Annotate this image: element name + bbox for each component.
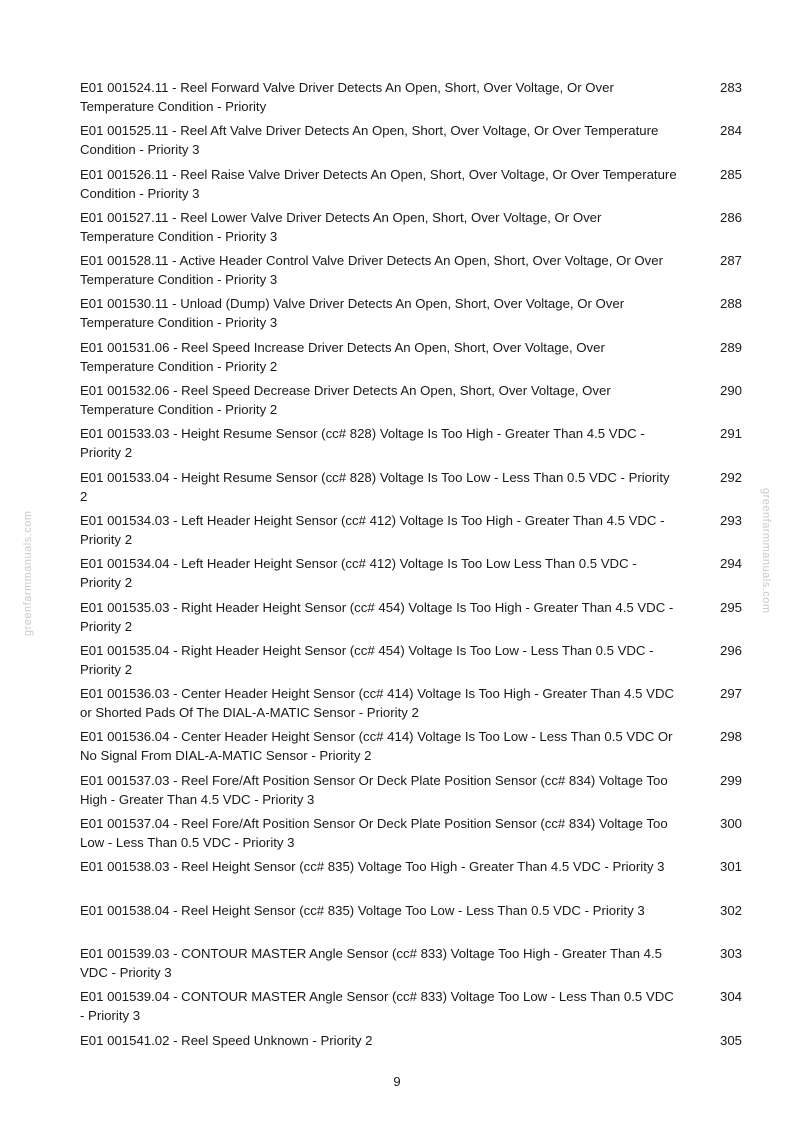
toc-entry-title[interactable]: E01 001539.03 - CONTOUR MASTER Angle Sensor (cc# 833) Voltage Too High - Greater Than 4.5 VDC - Priority 3 (80, 945, 663, 980)
watermark-left: greenfarmmanuals.com (22, 510, 34, 636)
toc-entry[interactable] (80, 987, 742, 1030)
toc-entry[interactable] (80, 598, 742, 641)
toc-entry-title[interactable]: E01 001538.04 - Reel Height Sensor (cc# 835) Voltage Too Low - Less Than 0.5 VDC - Priority 3 (80, 902, 645, 918)
toc-entry[interactable] (80, 901, 742, 944)
toc-entry-title[interactable]: E01 001539.04 - CONTOUR MASTER Angle Sensor (cc# 833) Voltage Too Low - Less Than 0.5 VDC - Priority 3 (80, 989, 674, 1024)
toc-entry-page[interactable]: 292 (719, 469, 742, 485)
toc-entry-title[interactable]: E01 001537.03 - Reel Fore/Aft Position Sensor Or Deck Plate Position Sensor (cc# 834) Voltage Too High - Greater Than 4.5 VDC - Priority 3 (80, 772, 668, 807)
toc-entry[interactable] (80, 511, 742, 554)
toc-entry-page[interactable]: 287 (719, 253, 742, 269)
toc-entry-title[interactable]: E01 001526.11 - Reel Raise Valve Driver Detects An Open, Short, Over Voltage, Or Over Temperature Condition - Priority 3 (80, 166, 677, 201)
toc-entry[interactable] (80, 727, 742, 770)
table-of-contents (80, 78, 742, 1074)
toc-entry-title[interactable]: E01 001534.04 - Left Header Height Sensor (cc# 412) Voltage Is Too Low Less Than 0.5 VDC - Priority 2 (80, 556, 637, 591)
toc-entry[interactable] (80, 944, 742, 987)
toc-entry[interactable] (80, 78, 742, 121)
toc-entry-page[interactable]: 288 (719, 296, 742, 312)
toc-entry-title[interactable]: E01 001536.03 - Center Header Height Sensor (cc# 414) Voltage Is Too High - Greater Than 4.5 VDC or Shorted Pads Of The DIAL-A-MATIC Sensor - Priority 2 (80, 686, 675, 721)
toc-entry-page[interactable]: 285 (719, 166, 742, 182)
toc-entry-page[interactable]: 305 (719, 1032, 742, 1048)
toc-entry-page[interactable]: 297 (719, 686, 742, 702)
toc-entry-title[interactable]: E01 001537.04 - Reel Fore/Aft Position Sensor Or Deck Plate Position Sensor (cc# 834) Voltage Too Low - Less Than 0.5 VDC - Priority 3 (80, 816, 668, 851)
toc-entry[interactable] (80, 165, 742, 208)
page-number: 9 (393, 1074, 401, 1089)
toc-entry-title[interactable]: E01 001535.04 - Right Header Height Sensor (cc# 454) Voltage Is Too Low - Less Than 0.5 VDC - Priority 2 (80, 642, 654, 677)
toc-entry[interactable] (80, 121, 742, 164)
toc-entry-page[interactable]: 293 (719, 512, 742, 528)
watermark-right: greenfarmmanuals.com (760, 488, 772, 614)
toc-entry-title[interactable]: E01 001534.03 - Left Header Height Sensor (cc# 412) Voltage Is Too High - Greater Than 4.5 VDC - Priority 2 (80, 512, 665, 547)
toc-entry-page[interactable]: 300 (719, 816, 742, 832)
toc-entry[interactable] (80, 771, 742, 814)
toc-entry[interactable] (80, 641, 742, 684)
toc-entry-page[interactable]: 286 (719, 209, 742, 225)
toc-entry-title[interactable]: E01 001531.06 - Reel Speed Increase Driver Detects An Open, Short, Over Voltage, Over Temperature Condition - Priority 2 (80, 339, 605, 374)
toc-entry[interactable] (80, 468, 742, 511)
toc-entry-title[interactable]: E01 001528.11 - Active Header Control Valve Driver Detects An Open, Short, Over Voltage, Or Over Temperature Condition - Priority 3 (80, 253, 663, 288)
toc-entry[interactable] (80, 381, 742, 424)
toc-entry-title[interactable]: E01 001530.11 - Unload (Dump) Valve Driver Detects An Open, Short, Over Voltage, Or Over Temperature Condition - Priority 3 (80, 296, 625, 331)
toc-entry-page[interactable]: 283 (719, 80, 742, 95)
toc-entry[interactable] (80, 814, 742, 857)
toc-entry-title[interactable]: E01 001533.04 - Height Resume Sensor (cc# 828) Voltage Is Too Low - Less Than 0.5 VDC - Priority 2 (80, 469, 670, 504)
toc-entry[interactable] (80, 208, 742, 251)
toc-entry[interactable] (80, 424, 742, 467)
toc-entry-page[interactable]: 291 (719, 426, 742, 442)
toc-entry-page[interactable]: 299 (719, 772, 742, 788)
toc-entry[interactable] (80, 294, 742, 337)
toc-entry-page[interactable]: 294 (719, 556, 742, 572)
toc-entry[interactable] (80, 1031, 742, 1074)
toc-entry-page[interactable]: 301 (719, 859, 742, 875)
toc-entry-title[interactable]: E01 001541.02 - Reel Speed Unknown - Priority 2 (80, 1032, 373, 1048)
toc-entry-page[interactable]: 302 (719, 902, 742, 918)
toc-entry-title[interactable]: E01 001527.11 - Reel Lower Valve Driver Detects An Open, Short, Over Voltage, Or Over Temperature Condition - Priority 3 (80, 209, 602, 244)
toc-entry-title[interactable]: E01 001524.11 - Reel Forward Valve Driver Detects An Open, Short, Over Voltage, Or Over Temperature Condition - Priority (80, 80, 614, 114)
toc-entry-title[interactable]: E01 001532.06 - Reel Speed Decrease Driver Detects An Open, Short, Over Voltage, Over Temperature Condition - Priority 2 (80, 383, 611, 418)
toc-entry-page[interactable]: 303 (719, 945, 742, 961)
toc-entry-page[interactable]: 304 (719, 989, 742, 1005)
toc-entry[interactable] (80, 251, 742, 294)
toc-entry-page[interactable]: 284 (719, 123, 742, 139)
toc-entry-page[interactable]: 298 (719, 729, 742, 745)
toc-entry-title[interactable]: E01 001535.03 - Right Header Height Sensor (cc# 454) Voltage Is Too High - Greater Than 4.5 VDC - Priority 2 (80, 599, 674, 634)
toc-entry-title[interactable]: E01 001538.03 - Reel Height Sensor (cc# 835) Voltage Too High - Greater Than 4.5 VDC - Priority 3 (80, 859, 665, 875)
toc-entry[interactable] (80, 684, 742, 727)
toc-entry-page[interactable]: 295 (719, 599, 742, 615)
toc-entry-page[interactable]: 289 (719, 339, 742, 355)
toc-entry[interactable] (80, 554, 742, 597)
toc-entry-title[interactable]: E01 001525.11 - Reel Aft Valve Driver Detects An Open, Short, Over Voltage, Or Over Temperature Condition - Priority 3 (80, 123, 659, 158)
toc-entry[interactable] (80, 338, 742, 381)
toc-entry-title[interactable]: E01 001533.03 - Height Resume Sensor (cc# 828) Voltage Is Too High - Greater Than 4.5 VDC - Priority 2 (80, 426, 645, 461)
toc-entry-page[interactable]: 296 (719, 642, 742, 658)
toc-entry-title[interactable]: E01 001536.04 - Center Header Height Sensor (cc# 414) Voltage Is Too Low - Less Than 0.5 VDC Or No Signal From DIAL-A-MATIC Sensor - Priority 2 (80, 729, 673, 764)
toc-entry-page[interactable]: 290 (719, 383, 742, 399)
toc-entry[interactable] (80, 857, 742, 900)
